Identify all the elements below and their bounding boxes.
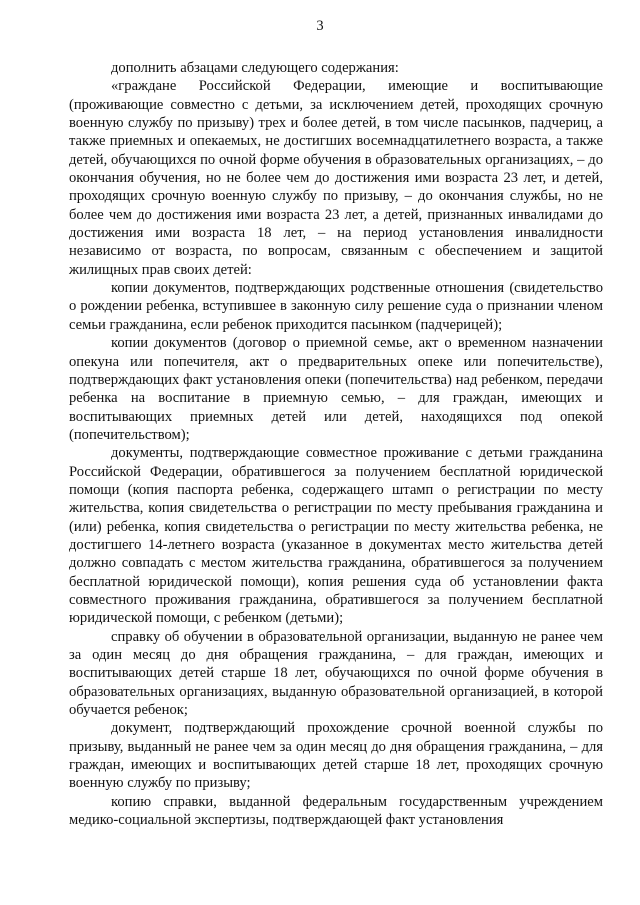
paragraph-guardianship-docs: копии документов (договор о приемной семье, акт о временном назначении опекуна или попечителя, акт о предварительных опеке или попечительстве), подтверждающих факт установления опеки (попечительства) над ребенком, передачи ребенка на воспитание в приемную семью, – для граждан, имеющих и воспитывающих приемных детей или детей, находящихся под опекой (попечительством); (69, 335, 603, 443)
document-body (69, 59, 603, 829)
paragraph-citizens: «граждане Российской Федерации, имеющие и воспитывающие (проживающие совместно с детьми, за исключением детей, проходящих срочную военную службу по призыву) трех и более детей, в том числе пасынков, падчериц, а также приемных и опекаемых, не достигших восемнадцатилетнего возраста, а также детей, обучающихся по очной форме обучения в образовательных организациях, – до окончания обучения, но не более чем до достижения ими возраста 23 лет, и детей, проходящих срочную военную службу по призыву, – до окончания службы, но не более чем до достижения ими возраста 23 лет, а детей, признанных инвалидами до достижения ими возраста 18 лет, – на период установления инвалидности независимо от возраста, по вопросам, связанным с обеспечением и защитой жилищных прав своих детей: (69, 78, 603, 278)
paragraph-education-certificate: справку об обучении в образовательной организации, выданную не ранее чем за один месяц до дня обращения гражданина, – для граждан, имеющих и воспитывающих детей старше 18 лет, обучающихся по очной форме обучения в образовательных организациях, выданную образовательной организацией, в которой обучается ребенок; (69, 628, 603, 719)
paragraph-cohabitation-docs: документы, подтверждающие совместное проживание с детьми гражданина Российской Федерации, обратившегося за получением бесплатной юридической помощи (копия паспорта ребенка, содержащего штамп о регистрации по месту жительства, копия свидетельства о регистрации по месту пребывания гражданина и (или) ребенка, копия свидетельства о регистрации по месту жительства ребенка, не достигшего 14-летнего возраста (указанное в документах место жительства детей должно совпадать с местом жительства гражданина, обратившегося за получением бесплатной юридической помощи), копия решения суда об установлении факта совместного проживания гражданина, обратившегося за получением бесплатной юридической помощи, с ребенком (детьми); (69, 445, 603, 627)
paragraph-intro: дополнить абзацами следующего содержания: (111, 60, 399, 76)
paragraph-military-service-doc: документ, подтверждающий прохождение срочной военной службы по призыву, выданный не ранее чем за один месяц до дня обращения гражданина, – для граждан, имеющих и воспитывающих детей старше 18 лет, проходящих срочную военную службу по призыву; (69, 720, 603, 792)
page-number: 3 (316, 18, 324, 34)
paragraph-kinship-docs: копии документов, подтверждающих родственные отношения (свидетельство о рождении ребенка, вступившее в законную силу решение суда о признании членом семьи гражданина, если ребенок приходится пасынком (падчерицей); (69, 280, 603, 333)
paragraph-medical-certificate: копию справки, выданной федеральным государственным учреждением медико-социальной экспертизы, подтверждающей факт установления (69, 793, 603, 829)
